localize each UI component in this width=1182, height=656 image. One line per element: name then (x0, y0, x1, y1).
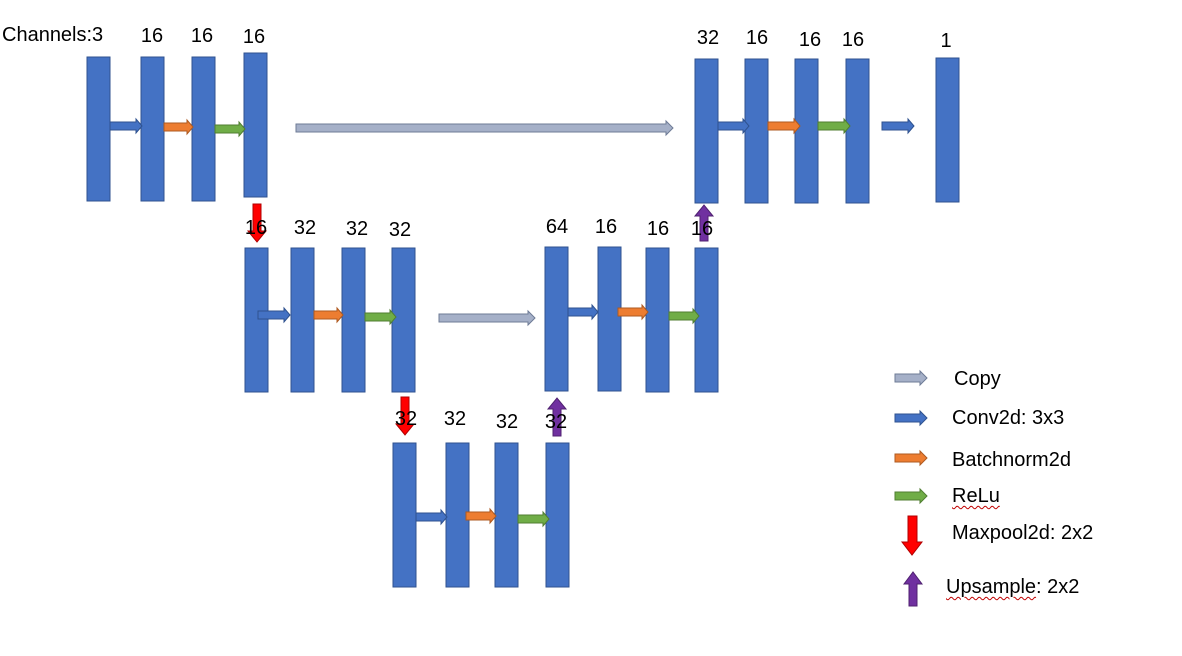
batchnorm-arrow-mid-dec (618, 305, 648, 319)
legend-maxpool-label: Maxpool2d: 2x2 (952, 522, 1094, 544)
channel-label-top-enc-1: 16 (140, 25, 164, 47)
channel-label-mid-enc-2: 32 (293, 217, 317, 239)
batchnorm-arrow-top (164, 120, 193, 134)
block-top-dec-2 (745, 59, 768, 203)
channel-label-mid-dec-3: 16 (646, 218, 670, 240)
legend-conv-label: Conv2d: 3x3 (952, 407, 1065, 429)
channel-label-mid-enc-4: 32 (388, 219, 412, 241)
block-bot-1 (393, 443, 416, 587)
relu-arrow-top-dec (818, 119, 850, 133)
block-top-enc-3 (244, 53, 267, 197)
block-top-dec-1 (695, 59, 718, 203)
channel-label-bot-4: 32 (544, 411, 568, 433)
channel-label-top-enc-2: 16 (190, 25, 214, 47)
channel-label-top-dec-4: 16 (841, 29, 865, 51)
channel-label-top-dec-2: 16 (745, 27, 769, 49)
channel-label-top-enc-3: 16 (242, 26, 266, 48)
legend-batchnorm-icon (895, 451, 927, 465)
legend-relu-label (952, 486, 1000, 506)
legend-maxpool-icon (902, 516, 922, 555)
conv-arrow-top-output (882, 119, 914, 133)
batchnorm-arrow-bot (466, 509, 496, 523)
channel-label-mid-dec-2: 16 (594, 216, 618, 238)
relu-arrow-mid (365, 310, 396, 324)
channel-label-top-dec-3: 16 (798, 29, 822, 51)
legend-upsample-word: Upsample (946, 576, 1037, 598)
channel-label-bot-1: 32 (394, 408, 418, 430)
block-top-enc-1 (141, 57, 164, 201)
block-mid-enc-3 (342, 248, 365, 392)
legend-conv-icon (895, 411, 927, 425)
block-top-enc-2 (192, 57, 215, 201)
channel-label-top-dec-1: 32 (696, 27, 720, 49)
block-mid-dec-3 (646, 248, 669, 392)
channel-label-mid-dec-4: 16 (690, 218, 714, 240)
legend-upsample-label (946, 577, 1079, 597)
channel-label-top-output: 1 (940, 30, 952, 52)
legend-upsample-icon (904, 572, 922, 606)
block-mid-dec-1 (545, 247, 568, 391)
relu-arrow-top (215, 122, 245, 136)
block-mid-enc-1 (245, 248, 268, 392)
channel-label-mid-dec-1: 64 (545, 216, 569, 238)
conv-arrow-top-dec-1 (718, 119, 749, 133)
block-top-dec-3 (795, 59, 818, 203)
block-top-input (87, 57, 110, 201)
batchnorm-arrow-top-dec (768, 119, 800, 133)
channel-label-bot-2: 32 (443, 408, 467, 430)
block-bot-3 (495, 443, 518, 587)
block-mid-dec-4 (695, 248, 718, 392)
block-mid-enc-4 (392, 248, 415, 392)
channel-label-mid-enc-3: 32 (345, 218, 369, 240)
legend-upsample-suffix: : 2x2 (1036, 576, 1080, 598)
legend-relu-word: ReLu (952, 485, 1000, 507)
block-top-output (936, 58, 959, 202)
block-top-dec-4 (846, 59, 869, 203)
channel-label-input: Channels:3 (2, 24, 104, 46)
legend-copy-label: Copy (954, 368, 1001, 390)
conv-arrow-mid-dec (568, 305, 598, 319)
copy-arrow-mid (439, 311, 535, 325)
legend-batchnorm-label: Batchnorm2d (952, 449, 1071, 471)
channel-label-mid-enc-1: 16 (244, 217, 268, 239)
batchnorm-arrow-mid (314, 308, 343, 322)
block-mid-enc-2 (291, 248, 314, 392)
copy-arrow-top (296, 121, 673, 135)
legend-copy-icon (895, 371, 927, 385)
legend-relu-icon (895, 489, 927, 503)
conv-arrow-top-1 (110, 119, 142, 133)
relu-arrow-bot (518, 512, 549, 526)
block-bot-4 (546, 443, 569, 587)
block-mid-dec-2 (598, 247, 621, 391)
channel-label-bot-3: 32 (495, 411, 519, 433)
relu-arrow-mid-dec (669, 309, 699, 323)
conv-arrow-bot (416, 510, 447, 524)
